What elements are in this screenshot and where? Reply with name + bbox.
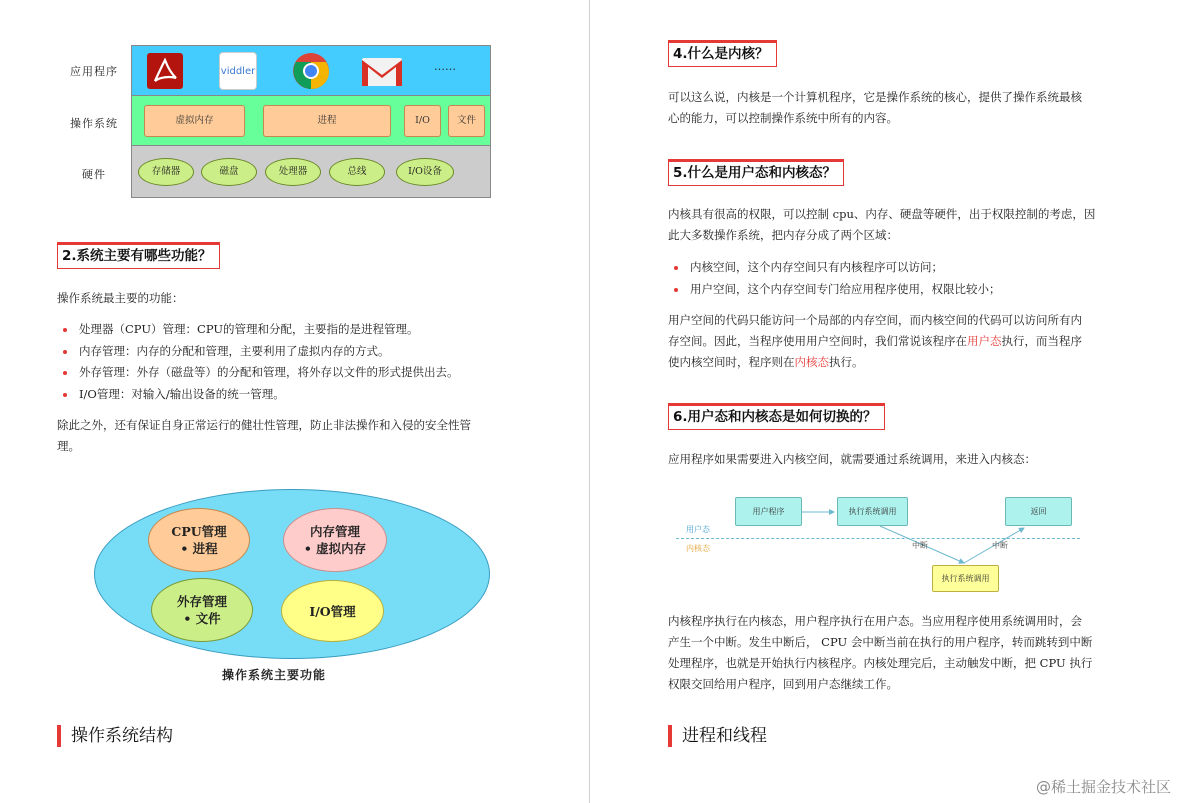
hw-pill-processor: 处理器 [265,158,321,186]
hw-pill-storage: 存储器 [138,158,194,186]
q2-bullet-cpu: 处理器（CPU）管理：CPU的管理和分配，主要指的是进程管理。 [57,319,537,341]
heading-q6: 6.用户态和内核态是如何切换的？ [668,403,885,430]
q6-p-line4: 权限交回给用户程序，回到用户态继续工作。 [668,677,898,691]
hw-pill-disk: 磁盘 [201,158,257,186]
hw-pill-io-device: I/O设备 [396,158,454,186]
oval-memory-management [283,508,387,572]
q5-line2: 此大多数操作系统，把内存分成了两个区域： [668,228,898,242]
q2-intro: 操作系统最主要的功能： [57,291,184,305]
q2-bullet-io: I/O管理：对输入/输出设备的统一管理。 [57,384,537,406]
oval-memory-sub: • 虚拟内存 [303,541,367,556]
oval-cpu-title: CPU管理 [171,524,227,539]
flow-box-syscall-user: 执行系统调用 [837,497,908,526]
os-box-io: I/O [404,105,441,137]
os-functions-caption: 操作系统主要功能 [222,668,327,682]
q2-extra-line2: 理。 [57,439,80,453]
q2-bullet-list [57,319,537,405]
viddler-icon [219,52,257,90]
hw-pill-bus: 总线 [329,158,385,186]
q2-bullet-storage: 外存管理：外存（磁盘等）的分配和管理，将外存以文件的形式提供出去。 [57,362,537,384]
layer-label-apps: 应用程序 [70,65,118,78]
gmail-icon [361,52,403,90]
flow-box-syscall-kernel: 执行系统调用 [932,565,999,592]
section-process-thread: 进程和线程 [668,725,767,747]
oval-io-title: I/O管理 [309,603,356,619]
flow-box-return: 返回 [1005,497,1072,526]
layer-label-os: 操作系统 [70,117,118,130]
flow-label-interrupt-2: 中断 [992,541,1008,550]
layer-apps [131,45,491,96]
q4-line2: 心的能力，可以控制操作系统中所有的内容。 [668,111,898,125]
os-box-file: 文件 [448,105,485,137]
user-mode-label: 用户态 [686,525,710,534]
q6-p-line2: 产生一个中断。发生中断后， CPU 会中断当前在执行的用户程序，转而跳转到中断 [668,635,1093,649]
heading-q5: 5.什么是用户态和内核态？ [668,159,844,186]
oval-memory-title: 内存管理 [309,524,360,539]
site-watermark: @稀土掘金技术社区 [1035,778,1171,796]
flow-box-user-program: 用户程序 [735,497,802,526]
flow-arrows [590,0,1181,620]
q5-p2-line3-tail: 执行。 [829,355,864,369]
os-functions-outer-ellipse [94,489,490,659]
chrome-icon [292,52,330,90]
oval-cpu-sub: • 进程 [180,541,218,556]
q5-p2-line1: 用户空间的代码只能访问一个局部的内存空间，而内核空间的代码可以访问所有内 [668,313,1082,327]
layer-label-hw: 硬件 [82,168,106,181]
os-box-process: 进程 [263,105,391,137]
right-page [590,0,1181,803]
left-page [0,0,589,803]
q5-bullet-kernel-space: 内核空间，这个内存空间只有内核程序可以访问； [668,257,1138,279]
oval-storage-title: 外存管理 [176,594,227,609]
q2-bullet-memory: 内存管理：内存的分配和管理，主要利用了虚拟内存的方式。 [57,341,537,363]
q4-line1: 可以这么说，内核是一个计算机程序，它是操作系统的核心，提供了操作系统最核 [668,90,1082,104]
user-mode-term: 用户态 [967,334,1002,348]
heading-q2: 2.系统主要有哪些功能？ [57,242,220,269]
heading-q4: 4.什么是内核？ [668,40,777,67]
q6-intro: 应用程序如果需要进入内核空间，就需要通过系统调用，来进入内核态： [668,452,1036,466]
os-box-virtual-memory: 虚拟内存 [144,105,245,137]
q6-p-line3: 处理程序，也就是开始执行内核程序。内核处理完后，主动触发中断，把 CPU 执行 [668,656,1093,670]
layer-os [131,96,491,146]
flow-label-interrupt-1: 中断 [912,541,928,550]
q5-bullet-user-space: 用户空间，这个内存空间专门给应用程序使用，权限比较小； [668,279,1138,301]
q5-p2-line3-text: 使内核空间时，程序则在 [668,355,795,369]
kernel-mode-term: 内核态 [794,355,829,369]
viddler-icon-text: viddler [220,65,256,77]
more-apps-ellipsis: …… [434,60,456,73]
oval-storage-management [151,578,253,642]
layer-hardware [131,146,491,198]
section-os-structure: 操作系统结构 [57,725,173,747]
oval-cpu-management [148,508,250,572]
oval-io-management [281,580,384,642]
q2-extra-line1: 除此之外，还有保证自身正常运行的健壮性管理，防止非法操作和入侵的安全性管 [57,418,471,432]
q5-p2-line2-text: 存空间。因此，当程序使用用户空间时，我们常说该程序在 [668,334,967,348]
kernel-mode-label: 内核态 [686,544,710,553]
q5-line1: 内核具有很高的权限，可以控制 cpu、内存、硬盘等硬件，出于权限控制的考虑，因 [668,207,1096,221]
acrobat-icon [146,52,184,90]
q5-p2-line2-tail: 执行，而当程序 [1001,334,1082,348]
oval-storage-sub: • 文件 [183,611,221,626]
q6-p-line1: 内核程序执行在内核态，用户程序执行在用户态。当应用程序使用系统调用时，会 [668,614,1082,628]
